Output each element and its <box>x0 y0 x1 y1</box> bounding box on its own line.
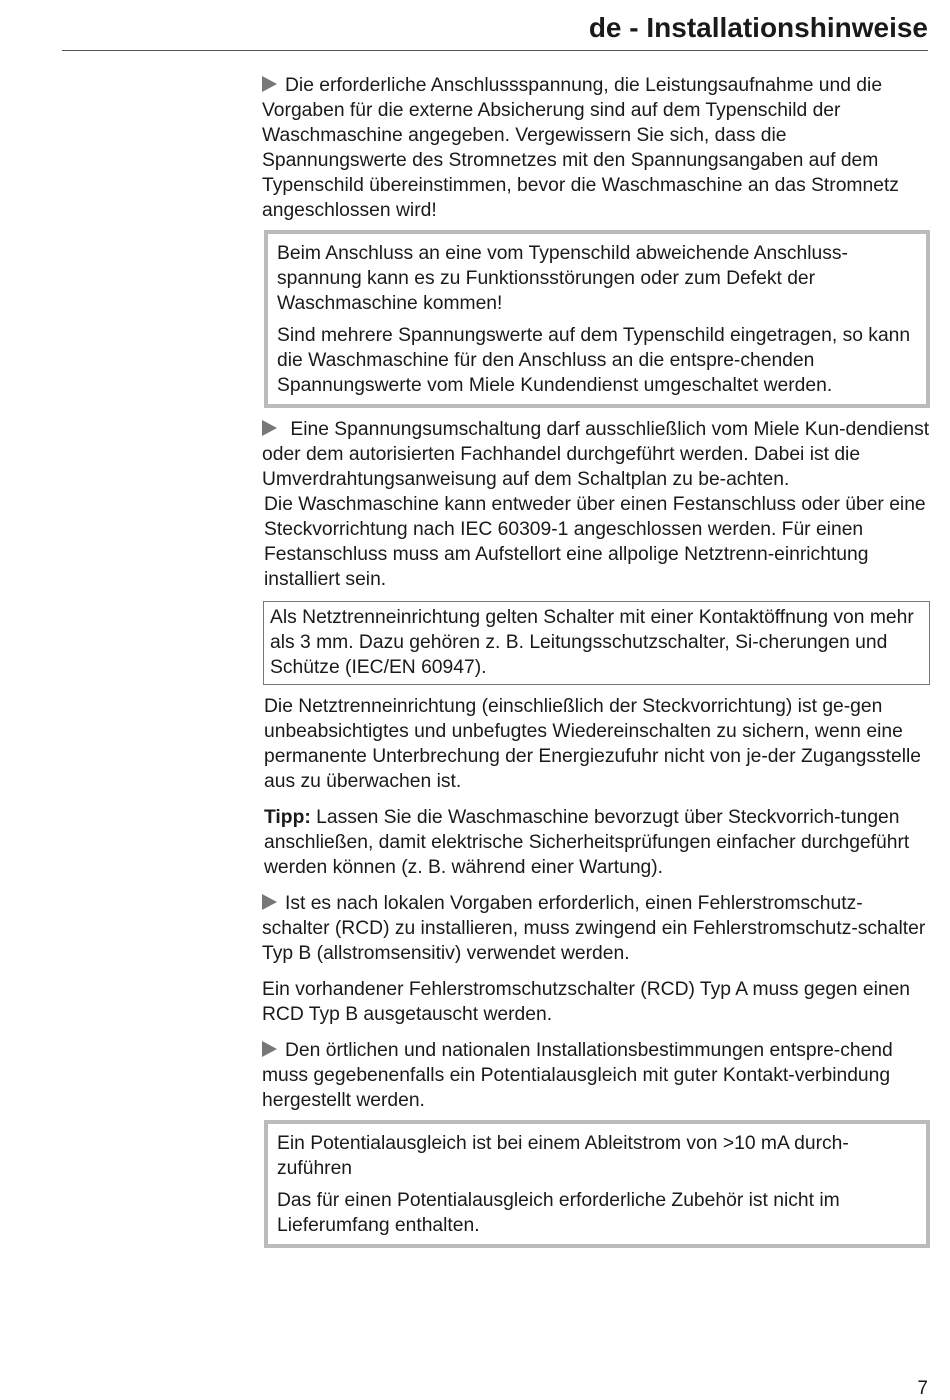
warning-box-voltage-para-1: Beim Anschluss an eine vom Typenschild abweichende Anschluss-spannung kann es zu Funktionsstörungen oder zum Defekt der Waschmaschine kommen! <box>277 243 848 314</box>
info-box-disconnector-text: Als Netztrenneinrichtung gelten Schalter mit einer Kontaktöffnung von mehr als 3 mm. Dazu gehören z. B. Leitungsschutzschalter, Si-cherungen und Schütze (IEC/EN 60947). <box>270 607 914 678</box>
paragraph-voltage-text: Die erforderliche Anschlussspannung, die Leistungsaufnahme und die Vorgaben für die externe Absicherung sind auf dem Typenschild der Waschmaschine angegeben. Vergewissern Sie sich, dass die Spannungswerte des Stromnetzes mit den Spannungsangaben auf dem Typenschild übereinstimmen, bevor die Waschmaschine an das Stromnetz angeschlossen wird! <box>262 75 899 221</box>
paragraph-tip <box>264 805 930 880</box>
warning-box-equipotential <box>264 1120 930 1248</box>
paragraph-rcd-replace: Ein vorhandener Fehlerstromschutzschalter (RCD) Typ A muss gegen einen RCD Typ B ausgetauscht werden. <box>262 979 911 1025</box>
page-number: 7 <box>917 1378 928 1399</box>
info-box-disconnector <box>263 601 930 685</box>
triangle-bullet-icon <box>262 1041 277 1057</box>
paragraph-rcd-required <box>262 891 930 966</box>
warning-box-voltage-para-2: Sind mehrere Spannungswerte auf dem Typenschild eingetragen, so kann die Waschmaschine für den Anschluss an die entspre-chenden Spannungswerte vom Miele Kundendienst umgeschaltet werden. <box>277 325 911 396</box>
paragraph-equipotential-text: Den örtlichen und nationalen Installationsbestimmungen entspre-chend muss gegebenenfalls ein Potentialausgleich mit guter Kontakt-verbindung hergestellt werden. <box>262 1040 893 1111</box>
paragraph-voltage-switch <box>262 417 930 492</box>
tip-label: Tipp: <box>264 807 311 828</box>
tip-text: Lassen Sie die Waschmaschine bevorzugt über Steckvorrich-tungen anschließen, damit elektrische Sicherheitsprüfungen einfacher durchgeführt werden können (z. B. während einer Wartung). <box>264 807 910 878</box>
warning-box-voltage <box>264 230 930 408</box>
paragraph-voltage-info <box>262 73 930 223</box>
page-header-title: de - Installationshinweise <box>588 12 928 43</box>
paragraph-rcd-required-text: Ist es nach lokalen Vorgaben erforderlich, einen Fehlerstromschutz-schalter (RCD) zu installieren, muss zwingend ein Fehlerstromschutz-schalter Typ B (allstromsensitiv) verwendet werden. <box>262 893 926 964</box>
paragraph-connection-type: Die Waschmaschine kann entweder über einen Festanschluss oder über eine Steckvorrichtung nach IEC 60309-1 angeschlossen werden. Für einen Festanschluss muss am Aufstellort eine allpolige Netztrenn-einrichtung installiert sein. <box>264 494 926 590</box>
warning-box-equipotential-para-2: Das für einen Potentialausgleich erforderliche Zubehör ist nicht im Lieferumfang enthalten. <box>277 1190 840 1236</box>
paragraph-reconnection-protection: Die Netztrenneinrichtung (einschließlich der Steckvorrichtung) ist ge-gen unbeabsichtigtes und unbefugtes Wiedereinschalten zu sichern, wenn eine permanente Unterbrechung der Energiezufuhr nicht von je-der Zugangsstelle aus zu überwachen ist. <box>264 696 922 792</box>
triangle-bullet-icon <box>262 420 277 436</box>
warning-box-equipotential-para-1: Ein Potentialausgleich ist bei einem Ableitstrom von >10 mA durch-zuführen <box>277 1133 849 1179</box>
paragraph-equipotential <box>262 1038 930 1113</box>
paragraph-voltage-switch-text: Eine Spannungsumschaltung darf ausschließlich vom Miele Kun-dendienst oder dem autorisierten Fachhandel durchgeführt werden. Dabei ist die Umverdrahtungsanweisung auf dem Schaltplan zu be-achten. <box>262 419 930 490</box>
page-content <box>262 73 930 1257</box>
triangle-bullet-icon <box>262 76 277 92</box>
triangle-bullet-icon <box>262 894 277 910</box>
header-divider <box>62 50 928 51</box>
